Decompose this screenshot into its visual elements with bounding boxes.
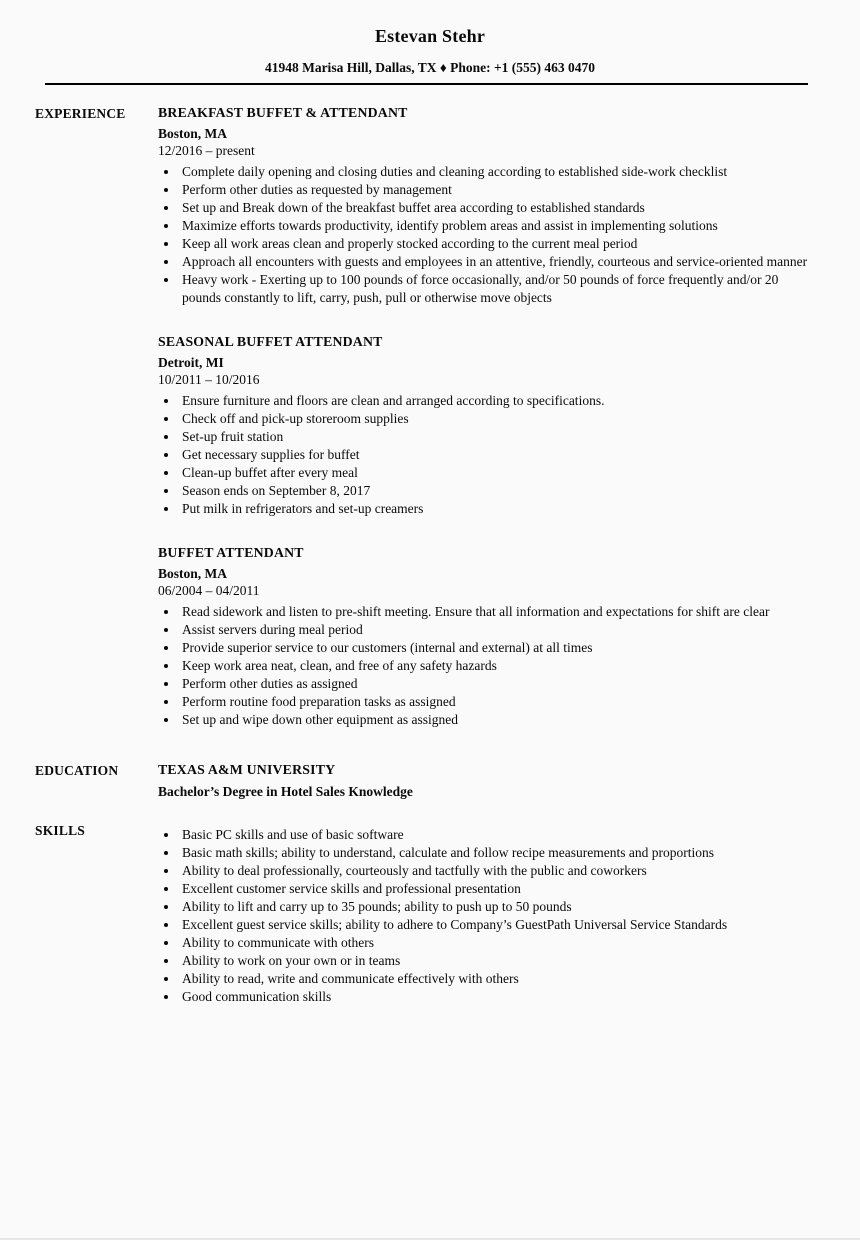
bullet-item: • Ensure furniture and floors are clean and arranged according to specifications.: [179, 392, 812, 410]
bullet-item: • Perform other duties as assigned: [179, 675, 812, 693]
job-breakfast-buffet-attendant: [158, 105, 812, 307]
job-dates: 06/2004 – 04/2011: [158, 583, 260, 598]
bullet-item: • Keep all work areas clean and properly stocked according to the current meal period: [179, 235, 812, 253]
job-title: BREAKFAST BUFFET & ATTENDANT: [158, 105, 408, 120]
bullet-item: • Set-up fruit station: [179, 428, 812, 446]
skills-body: [158, 822, 812, 1006]
header-rule: [45, 83, 808, 85]
education-label: EDUCATION: [35, 763, 119, 778]
bullet-item: • Check off and pick-up storeroom supplies: [179, 410, 812, 428]
job-bullet-list: [158, 392, 812, 518]
bullet-item: • Complete daily opening and closing duties and cleaning according to established side-work checklist: [179, 163, 812, 181]
job-location: Boston, MA: [158, 126, 228, 141]
bullet-item: • Ability to read, write and communicate effectively with others: [179, 970, 812, 988]
bullet-item: • Basic math skills; ability to understand, calculate and follow recipe measurements and proportions: [179, 844, 812, 862]
job-dates: 12/2016 – present: [158, 143, 255, 158]
experience-label: EXPERIENCE: [35, 106, 126, 121]
job-title: BUFFET ATTENDANT: [158, 545, 304, 560]
bullet-item: • Read sidework and listen to pre-shift meeting. Ensure that all information and expectations for shift are clear: [179, 603, 812, 621]
bullet-item: • Season ends on September 8, 2017: [179, 482, 812, 500]
bullet-item: • Ability to work on your own or in teams: [179, 952, 812, 970]
skills-bullet-list: [158, 826, 812, 1006]
bullet-item: • Perform routine food preparation tasks as assigned: [179, 693, 812, 711]
bullet-item: • Ability to deal professionally, courteously and tactfully with the public and coworkers: [179, 862, 812, 880]
bullet-item: • Excellent guest service skills; ability to adhere to Company’s GuestPath Universal Service Standards: [179, 916, 812, 934]
job-bullet-list: [158, 603, 812, 729]
bullet-item: • Assist servers during meal period: [179, 621, 812, 639]
bullet-item: • Perform other duties as requested by management: [179, 181, 812, 199]
job-title: SEASONAL BUFFET ATTENDANT: [158, 334, 383, 349]
bullet-item: • Ability to communicate with others: [179, 934, 812, 952]
bullet-item: • Clean-up buffet after every meal: [179, 464, 812, 482]
resume-header: [0, 0, 860, 76]
bullet-item: • Keep work area neat, clean, and free of any safety hazards: [179, 657, 812, 675]
bullet-item: • Excellent customer service skills and professional presentation: [179, 880, 812, 898]
bullet-item: • Put milk in refrigerators and set-up creamers: [179, 500, 812, 518]
bullet-item: • Ability to lift and carry up to 35 pounds; ability to push up to 50 pounds: [179, 898, 812, 916]
job-seasonal-buffet-attendant: [158, 334, 812, 518]
bullet-item: • Basic PC skills and use of basic software: [179, 826, 812, 844]
education-body: [158, 762, 812, 800]
bullet-item: • Get necessary supplies for buffet: [179, 446, 812, 464]
contact-line: 41948 Marisa Hill, Dallas, TX ♦ Phone: +1 (555) 463 0470: [264, 60, 596, 75]
education-degree: Bachelor’s Degree in Hotel Sales Knowledge: [158, 784, 413, 799]
job-buffet-attendant: [158, 545, 812, 729]
experience-body: [158, 105, 812, 729]
bullet-item: • Set up and wipe down other equipment as assigned: [179, 711, 812, 729]
job-location: Boston, MA: [158, 566, 228, 581]
bullet-item: • Maximize efforts towards productivity, identify problem areas and assist in implementing solutions: [179, 217, 812, 235]
bullet-item: • Approach all encounters with guests and employees in an attentive, friendly, courteous and service-oriented manner: [179, 253, 812, 271]
section-skills: [0, 822, 860, 1006]
section-education: [0, 762, 860, 800]
job-bullet-list: [158, 163, 812, 307]
job-dates: 10/2011 – 10/2016: [158, 372, 260, 387]
job-location: Detroit, MI: [158, 355, 224, 370]
bullet-item: • Provide superior service to our customers (internal and external) at all times: [179, 639, 812, 657]
education-school: TEXAS A&M UNIVERSITY: [158, 762, 336, 777]
person-name: Estevan Stehr: [374, 26, 486, 46]
bullet-item: • Good communication skills: [179, 988, 812, 1006]
bullet-item: • Heavy work - Exerting up to 100 pounds of force occasionally, and/or 50 pounds of force frequently and/or 20 pounds constantly to lift, carry, push, pull or otherwise move objects: [179, 271, 812, 307]
skills-label: SKILLS: [35, 823, 85, 838]
bullet-item: • Set up and Break down of the breakfast buffet area according to established standards: [179, 199, 812, 217]
section-experience: [0, 105, 860, 729]
